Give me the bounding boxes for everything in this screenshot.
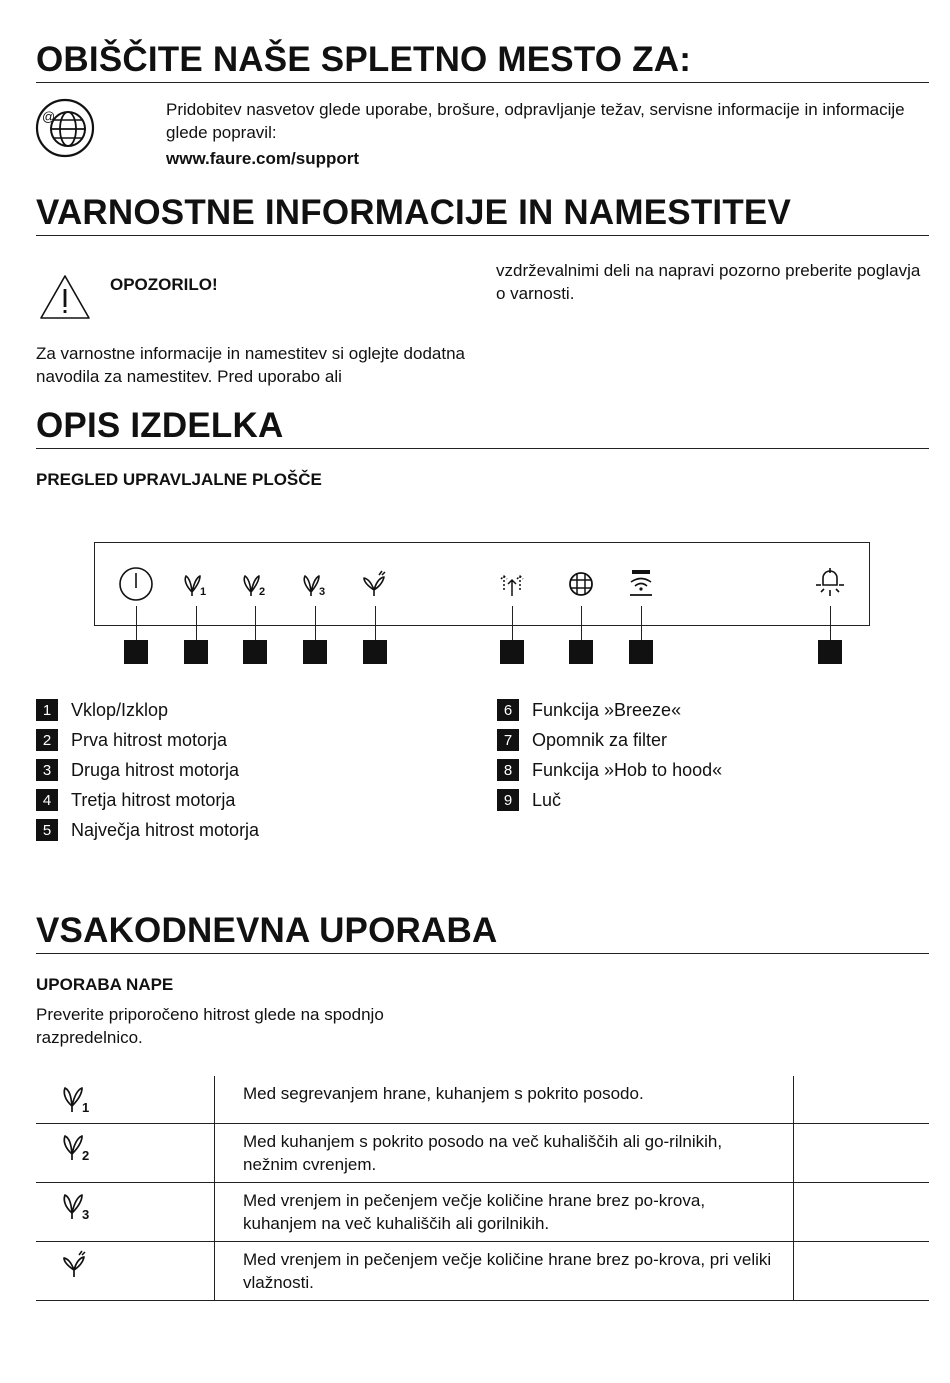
divider — [36, 953, 929, 954]
legend-item — [497, 788, 561, 812]
legend-label: Največja hitrost motorja — [71, 819, 260, 840]
legend-item — [497, 698, 681, 722]
legend-item — [36, 758, 239, 782]
fan-speed-3-icon — [62, 1191, 96, 1221]
leader-line — [581, 606, 582, 640]
leader-line — [512, 606, 513, 640]
leader-line — [196, 606, 197, 640]
legend-item — [497, 758, 722, 782]
callout-5 — [363, 640, 387, 664]
fan-speed-2-icon[interactable] — [242, 572, 270, 598]
website-description: Pridobitev nasvetov glede uporabe, brošure, odpravljanje težav, servisne informacije in informacije glede popravil: — [166, 100, 905, 142]
product-heading: OPIS IZDELKA — [36, 406, 284, 445]
svg-text:1: 1 — [200, 586, 207, 598]
fan-speed-2-icon — [62, 1132, 96, 1162]
callout-6 — [500, 640, 524, 664]
svg-text:1: 1 — [82, 1100, 90, 1114]
legend-number: 9 — [497, 789, 519, 811]
callout-2 — [184, 640, 208, 664]
callout-1 — [124, 640, 148, 664]
legend-number: 8 — [497, 759, 519, 781]
table-row — [36, 1123, 929, 1182]
divider — [36, 82, 929, 83]
power-icon[interactable] — [118, 566, 154, 602]
table-row — [36, 1182, 929, 1241]
legend-label: Vklop/Izklop — [71, 699, 169, 720]
fan-boost-icon — [62, 1250, 96, 1280]
callout-8 — [629, 640, 653, 664]
fan-speed-3-icon[interactable] — [302, 572, 330, 598]
table-cell: Med vrenjem in pečenjem večje količine hrane brez po-krova, pri veliki vlažnosti. — [215, 1241, 794, 1300]
breeze-icon[interactable] — [497, 570, 527, 598]
fan-boost-icon[interactable] — [361, 570, 389, 598]
legend-item — [36, 728, 227, 752]
leader-line — [641, 606, 642, 640]
table-cell: Med vrenjem in pečenjem večje količine hrane brez po-krova, kuhanjem na več kuhališčih ali gorilnikih. — [215, 1182, 794, 1241]
table-row — [36, 1241, 929, 1300]
globe-at-icon — [35, 98, 95, 158]
safety-heading: VARNOSTNE INFORMACIJE IN NAMESTITEV — [36, 193, 792, 232]
callout-4 — [303, 640, 327, 664]
callout-7 — [569, 640, 593, 664]
warning-label: OPOZORILO! — [110, 275, 218, 294]
legend-item — [36, 788, 235, 812]
fan-speed-1-icon — [62, 1084, 96, 1114]
svg-text:3: 3 — [82, 1206, 90, 1221]
hob-to-hood-icon[interactable] — [627, 569, 655, 599]
svg-text:2: 2 — [82, 1147, 90, 1162]
legend-item — [36, 818, 259, 842]
light-icon[interactable] — [814, 566, 846, 600]
legend-number: 2 — [36, 729, 58, 751]
svg-text:@: @ — [42, 109, 56, 124]
svg-text:3: 3 — [319, 586, 326, 598]
legend-item — [36, 698, 168, 722]
leader-line — [315, 606, 316, 640]
usage-heading: VSAKODNEVNA UPORABA — [36, 911, 498, 950]
usage-subheading: UPORABA NAPE — [36, 975, 174, 994]
table-cell: Med segrevanjem hrane, kuhanjem s pokrito posodo. — [215, 1076, 794, 1123]
safety-text-right: vzdrževalnimi deli na napravi pozorno preberite poglavja o varnosti. — [496, 261, 921, 303]
website-heading: OBIŠČITE NAŠE SPLETNO MESTO ZA: — [36, 40, 692, 79]
legend-item — [497, 728, 667, 752]
control-panel-subheading: PREGLED UPRAVLJALNE PLOŠČE — [36, 470, 322, 489]
warning-triangle-icon — [39, 274, 91, 320]
legend-label: Funkcija »Hob to hood« — [532, 759, 723, 780]
support-link[interactable]: www.faure.com/support — [166, 149, 360, 168]
legend-number: 3 — [36, 759, 58, 781]
leader-line — [830, 606, 831, 640]
legend-label: Opomnik za filter — [532, 729, 668, 750]
divider — [36, 235, 929, 236]
leader-line — [375, 606, 376, 640]
fan-speed-table — [36, 1076, 929, 1301]
safety-text-left: Za varnostne informacije in namestitev si oglejte dodatna navodila za namestitev. Pred uporabo ali — [36, 344, 466, 386]
legend-number: 1 — [36, 699, 58, 721]
fan-speed-1-icon[interactable] — [183, 572, 211, 598]
legend-number: 6 — [497, 699, 519, 721]
callout-9 — [818, 640, 842, 664]
usage-intro: Preverite priporočeno hitrost glede na spodnjo razpredelnico. — [36, 1005, 384, 1047]
legend-number: 7 — [497, 729, 519, 751]
leader-line — [136, 606, 137, 640]
filter-grid-icon[interactable] — [567, 570, 595, 598]
legend-label: Tretja hitrost motorja — [71, 789, 236, 810]
leader-line — [255, 606, 256, 640]
legend-number: 4 — [36, 789, 58, 811]
table-row — [36, 1076, 929, 1123]
legend-label: Prva hitrost motorja — [71, 729, 228, 750]
legend-number: 5 — [36, 819, 58, 841]
divider — [36, 448, 929, 449]
svg-text:2: 2 — [259, 586, 266, 598]
legend-label: Luč — [532, 789, 562, 810]
legend-label: Druga hitrost motorja — [71, 759, 240, 780]
table-cell: Med kuhanjem s pokrito posodo na več kuhališčih ali go-rilnikih, nežnim cvrenjem. — [215, 1123, 794, 1182]
callout-3 — [243, 640, 267, 664]
legend-label: Funkcija »Breeze« — [532, 699, 682, 720]
